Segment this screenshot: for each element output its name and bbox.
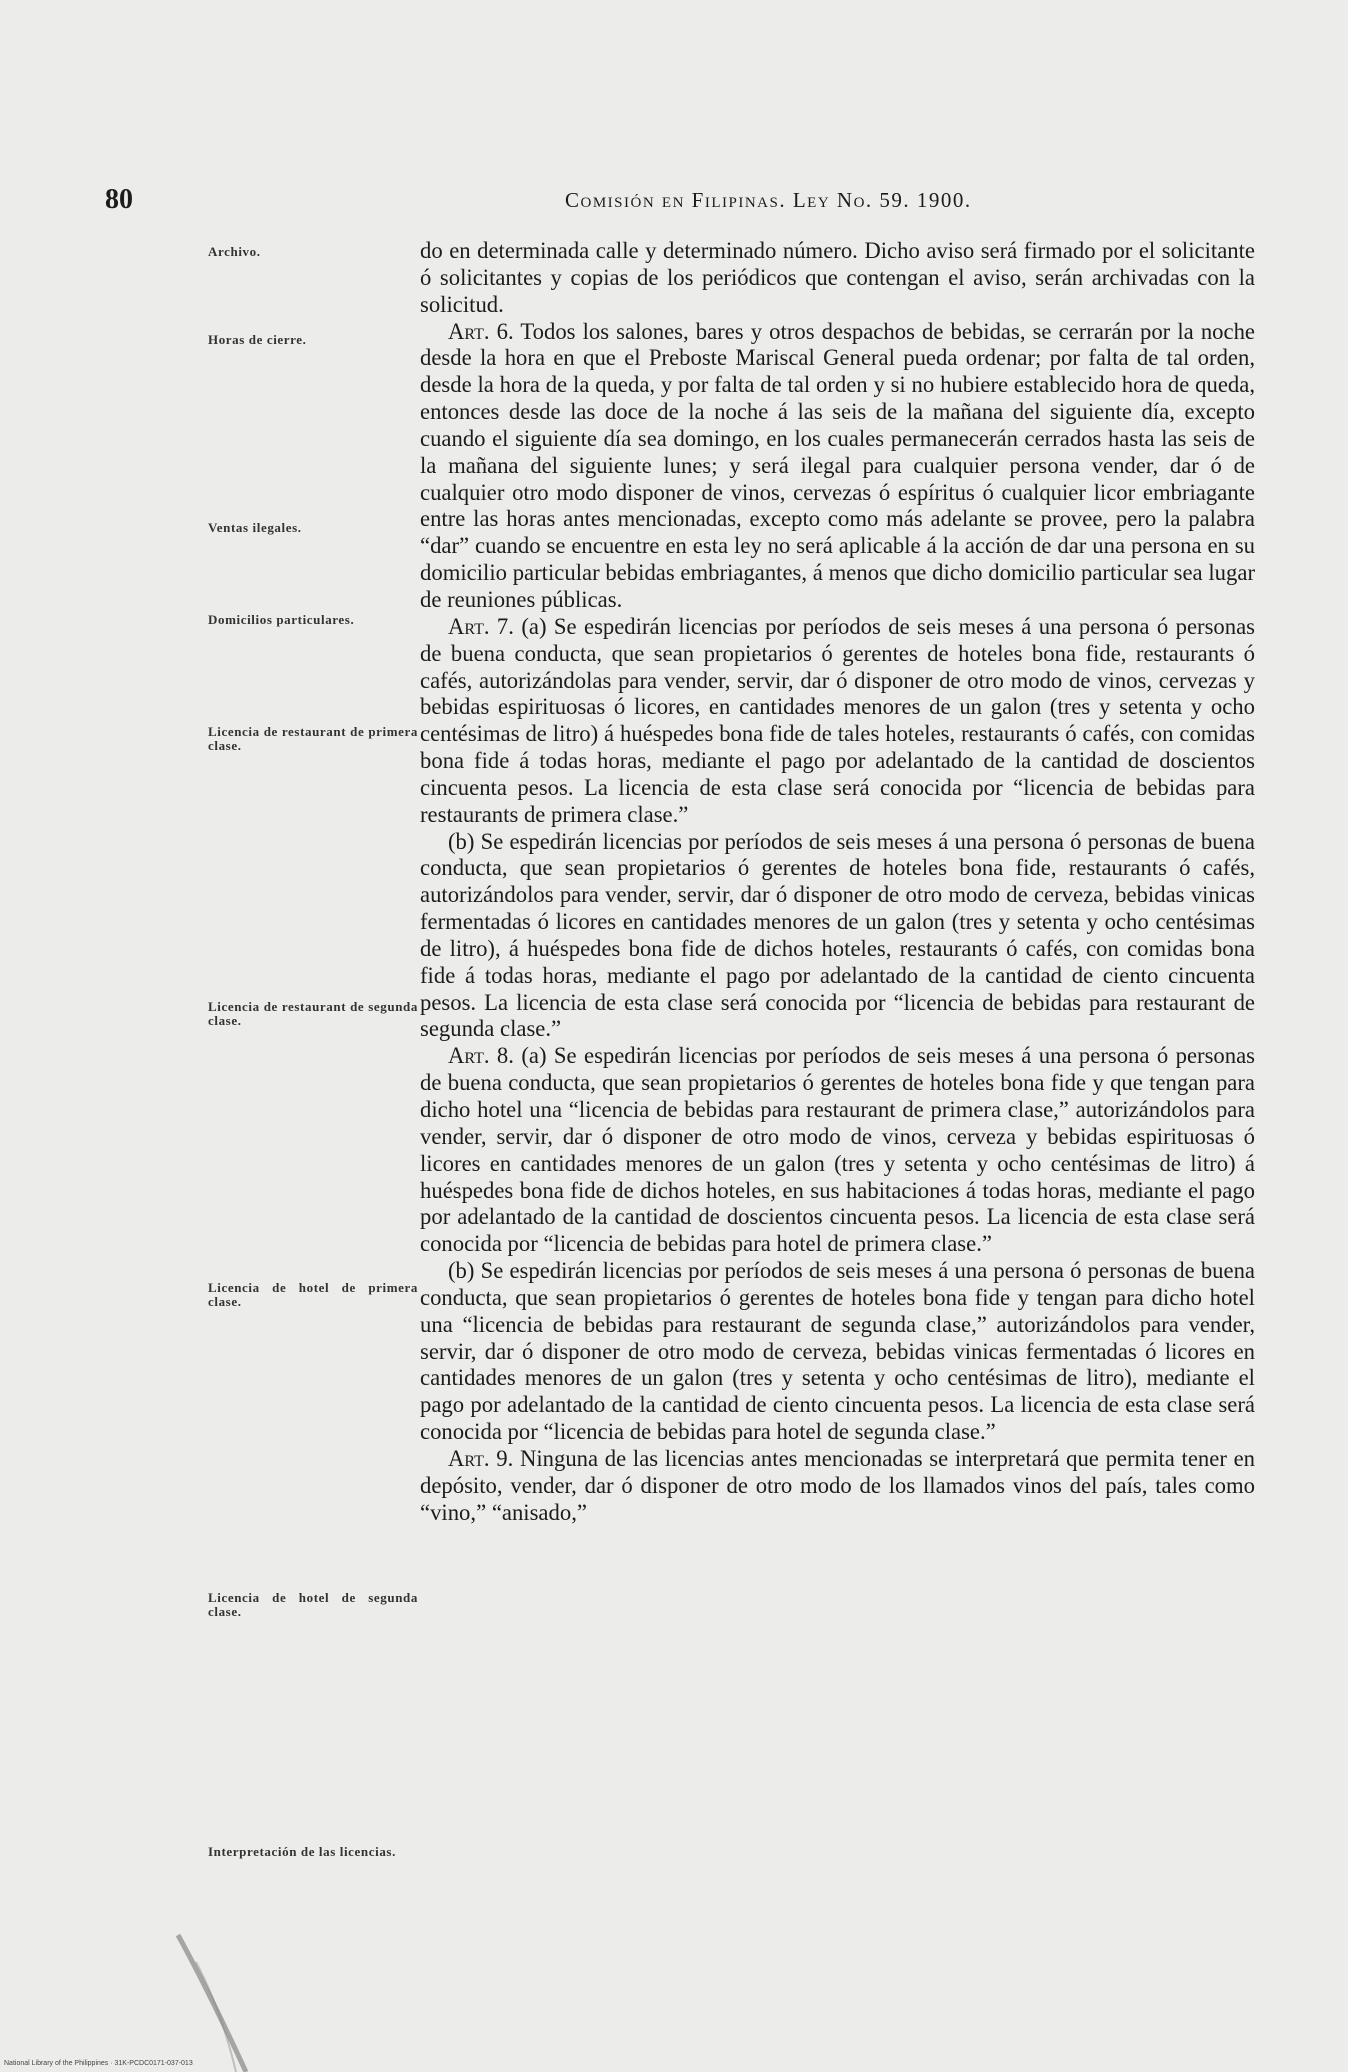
sidenote-domicilios-particulares: Domicilios particulares.: [208, 612, 355, 627]
paragraph-art-8b: (b) Se espedirán licencias por períodos de seis meses á una persona ó personas de buena conducta, que sean propietarios ó gerentes de hoteles bona fide y tengan para dicho hotel una “licencia de bebidas para restaurant de segunda clase,” autorizándolos para vender, servir, dar ó disponer de otro modo de cerveza, bebidas vinicas fermentadas ó licores en cantidades menores de un galon (tres y setenta y ocho centésimas de litro), mediante el pago por adelantado de la cantidad de ciento cincuenta pesos. La licencia de esta clase será conocida por “licencia de bebidas para hotel de segunda clase.”: [420, 1258, 1255, 1445]
paragraph-art-7b: (b) Se espedirán licencias por períodos de seis meses á una persona ó personas de buena conducta, que sean propietarios ó gerentes de hoteles bona fide, restaurants ó cafés, autorizándolos para vender, servir, dar ó disponer de otro modo de cerveza, bebidas vinicas fermentadas ó licores en cantidades menores de un galon (tres y setenta y ocho centésimas de litro), á huéspedes bona fide de dichos hoteles, restaurants ó cafés, con comidas bona fide á todas horas, mediante el pago por adelantado de la cantidad de ciento cincuenta pesos. La licencia de esta clase será conocida por “licencia de bebidas para restaurant de segunda clase.”: [420, 828, 1255, 1042]
sidenote-restaurant-segunda: Licencia de restaurant de segunda clase.: [208, 999, 418, 1028]
article-label: Art. 9.: [448, 1445, 514, 1471]
sidenote-ventas-ilegales: Ventas ilegales.: [208, 520, 302, 535]
running-head: Comisión en Filipinas. Ley No. 59. 1900.: [565, 188, 972, 212]
paragraph-art-7a: Art. 7. (a) Se espedirán licencias por períodos de seis meses á una persona ó personas de buena conducta, que sean propietarios ó gerentes de hoteles bona fide, restaurants ó cafés, autorizándolas para vender, servir, dar ó disponer de otro modo de vinos, cervezas y bebidas espirituosas ó licores, en cantidades menores de un galon (tres y setenta y ocho centésimas de litro) á huéspedes bona fide de tales hoteles, restaurants ó cafés, con comidas bona fide á todas horas, mediante el pago por adelantado de la cantidad de doscientos cincuenta pesos. La licencia de esta clase será conocida por “licencia de bebidas para restaurants de primera clase.”: [420, 613, 1255, 827]
article-label: Art. 8.: [448, 1043, 514, 1069]
body-text: [420, 238, 1255, 1527]
article-label: Art. 6.: [448, 318, 514, 344]
paragraph-art-8a: Art. 8. (a) Se espedirán licencias por períodos de seis meses á una persona ó personas de buena conducta, que sean propietarios ó gerentes de hoteles bona fide y que tengan para dicho hotel una “licencia de bebidas para restaurant de primera clase,” autorizándolos para vender, servir, dar ó disponer de otro modo de vinos, cerveza y bebidas espirituosas ó licores en cantidades menores de un galon (tres y setenta y ocho centésimas de litro) á huéspedes bona fide de dichos hoteles, en sus habitaciones á todas horas, mediante el pago por adelantado de la cantidad de doscientos cincuenta pesos. La licencia de esta clase será conocida por “licencia de bebidas para hotel de primera clase.”: [420, 1043, 1255, 1257]
paragraph-art-6: Art. 6. Todos los salones, bares y otros despachos de bebidas, se cerrarán por la noche desde la hora en que el Preboste Mariscal General pueda ordenar; por falta de tal orden, desde la hora de la queda, y por falta de tal orden y si no hubiere establecido hora de queda, entonces desde las doce de la noche á las seis de la mañana del siguiente día, excepto cuando el siguiente día sea domingo, en los cuales permanecerán cerrados hasta las seis de la mañana del siguiente lunes; y será ilegal para cualquier persona vender, dar ó de cualquier otro modo disponer de vinos, cervezas ó espíritus ó cualquier licor embriagante entre las horas antes mencionadas, excepto como más adelante se provee, pero la palabra “dar” cuando se encuentre en esta ley no será aplicable á la acción de dar una persona en su domicilio particular bebidas embriagantes, á menos que dicho domicilio particular sea lugar de reuniones públicas.: [420, 318, 1255, 612]
sidenote-hotel-primera: Licencia de hotel de primera clase.: [208, 1280, 418, 1309]
sidenote-horas-de-cierre: Horas de cierre.: [208, 332, 307, 347]
article-label: Art. 7.: [448, 613, 514, 639]
page-header: [0, 184, 1348, 214]
sidenote-archivo: Archivo.: [208, 244, 261, 259]
sidenote-restaurant-primera: Licencia de restaurant de primera clase.: [208, 724, 418, 753]
page-number: 80: [105, 184, 133, 215]
sidenote-interpretacion: Interpretación de las licencias.: [208, 1844, 396, 1859]
paragraph-continuation: do en determinada calle y determinado número. Dicho aviso será firmado por el solicitante ó solicitantes y copias de los periódicos que contengan el aviso, serán archivadas con la solicitud.: [420, 238, 1255, 317]
scan-footer-credit: National Library of the Philippines · 31K-PCDC0171-037-013: [4, 2060, 193, 2067]
paragraph-art-9: Art. 9. Ninguna de las licencias antes mencionadas se interpretará que permita tener en depósito, vender, dar ó disponer de otro modo de los llamados vinos del país, tales como “vino,” “anisado,”: [420, 1445, 1256, 1525]
sidenote-hotel-segunda: Licencia de hotel de segunda clase.: [208, 1590, 418, 1619]
